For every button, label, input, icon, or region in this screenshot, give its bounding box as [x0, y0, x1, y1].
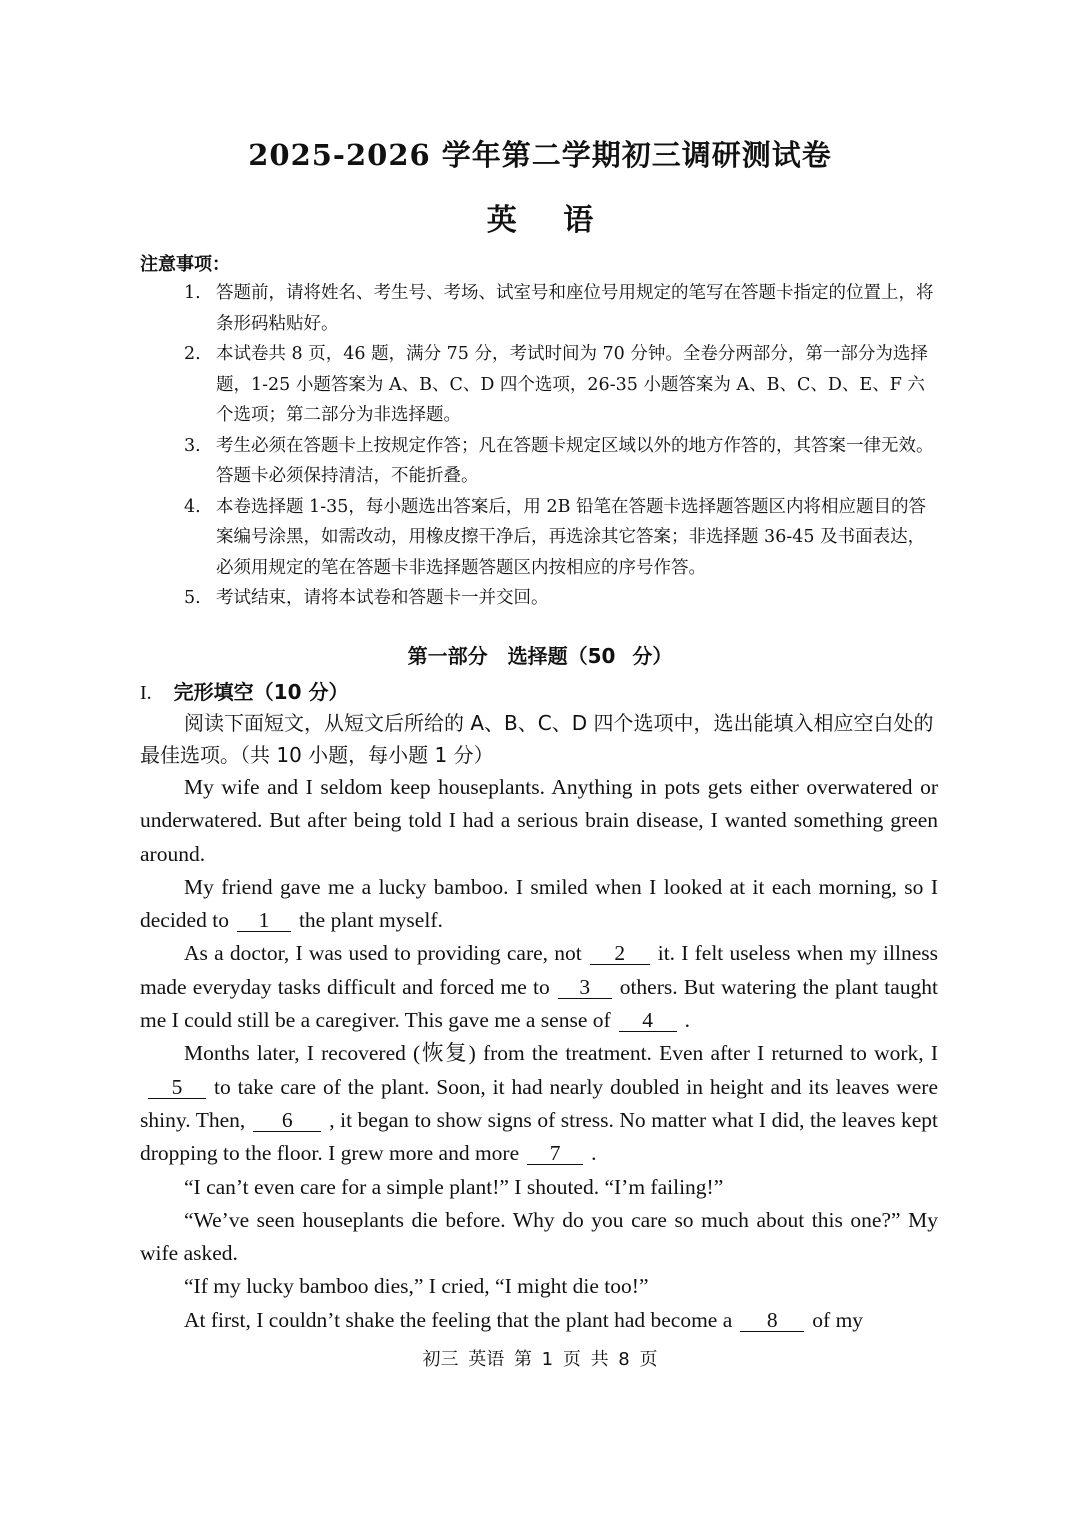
passage-paragraph: “If my lucky bamboo dies,” I cried, “I might die too!” [184, 1274, 649, 1299]
passage-paragraph: Months later, I recovered (恢复) from the treatment. Even after I returned to work, I5 to take care of the plant. Soon, it had nearly doubled in height and its leaves were shiny. Then, 6 , it began to show signs of stress. No matter what I did, the leaves kept dropping to the floor. I grew more and more 7 . [140, 1041, 938, 1166]
passage-paragraph: At first, I couldn’t shake the feeling that the plant had become a 8 of my [184, 1307, 864, 1332]
section-title: 完形填空（10 分） [173, 680, 349, 704]
note-number: 2. [184, 344, 201, 364]
section-instructions: 阅读下面短文，从短文后所给的 A、B、C、D 四个选项中，选出能填入相应空白处的最佳选项。（共 10 小题，每小题 1 分） [140, 711, 934, 767]
note-item [184, 431, 940, 492]
answer-blank-5: 5 [148, 1076, 206, 1099]
note-number: 1. [184, 283, 201, 303]
note-text: 考生必须在答题卡上按规定作答；凡在答题卡规定区域以外的地方作答的，其答案一律无效。答题卡必须保持清洁，不能折叠。 [216, 435, 934, 486]
cloze-passage [140, 771, 938, 1337]
note-text: 考试结束，请将本试卷和答题卡一并交回。 [216, 588, 549, 608]
section-number: I. [140, 682, 152, 704]
note-text: 答题前，请将姓名、考生号、考场、试室号和座位号用规定的笔写在答题卡指定的位置上，将条形码粘贴好。 [216, 283, 934, 334]
passage-paragraph: My wife and I seldom keep houseplants. Anything in pots gets either overwatered or underwatered. But after being told I had a serious brain disease, I wanted something green around. [140, 775, 938, 866]
notes-list [184, 278, 940, 614]
answer-blank-2: 2 [590, 942, 650, 965]
note-item [184, 278, 940, 339]
note-item [184, 583, 940, 614]
answer-blank-1: 1 [237, 909, 291, 932]
exam-title: 2025-2026 学年第二学期初三调研测试卷 [248, 138, 832, 172]
answer-blank-6: 6 [253, 1109, 321, 1132]
part-one-heading: 第一部分 选择题（50 分） [407, 644, 673, 668]
passage-paragraph: “I can’t even care for a simple plant!” I shouted. “I’m failing!” [184, 1174, 724, 1199]
passage-paragraph: My friend gave me a lucky bamboo. I smiled when I looked at it each morning, so I decided to 1 the plant myself. [140, 874, 938, 933]
note-number: 4. [184, 496, 201, 517]
page-footer: 初三 英语 第 1 页 共 8 页 [422, 1349, 658, 1370]
passage-paragraph: “We’ve seen houseplants die before. Why do you care so much about this one?” My wife asked. [140, 1207, 938, 1266]
notes-heading: 注意事项： [140, 254, 230, 275]
note-item [184, 492, 940, 584]
note-number: 3. [184, 435, 201, 456]
answer-blank-8: 8 [740, 1309, 804, 1332]
note-text: 本卷选择题 1-35，每小题选出答案后，用 2B 铅笔在答题卡选择题答题区内将相应题目的答案编号涂黑，如需改动，用橡皮擦干净后，再选涂其它答案；非选择题 36-45 及书面表达，必须用规定的笔在答题卡非选择题答题区内按相应的序号作答。 [216, 496, 926, 578]
answer-blank-4: 4 [619, 1009, 677, 1032]
section-heading [140, 676, 348, 705]
note-number: 5. [184, 588, 201, 608]
answer-blank-7: 7 [527, 1142, 583, 1165]
exam-subject: 英 语 [486, 203, 612, 238]
answer-blank-3: 3 [558, 976, 612, 999]
note-item [184, 339, 940, 431]
note-text: 本试卷共 8 页，46 题，满分 75 分，考试时间为 70 分钟。全卷分两部分，第一部分为选择题，1-25 小题答案为 A、B、C、D 四个选项，26-35 小题答案为 A、B、C、D、E、F 六个选项；第二部分为非选择题。 [216, 344, 928, 425]
passage-paragraph: As a doctor, I was used to providing care, not 2 it. I felt useless when my illness made everyday tasks difficult and forced me to 3 others. But watering the plant taught me I could still be a caregiver. This gave me a sense of 4 . [140, 941, 938, 1033]
